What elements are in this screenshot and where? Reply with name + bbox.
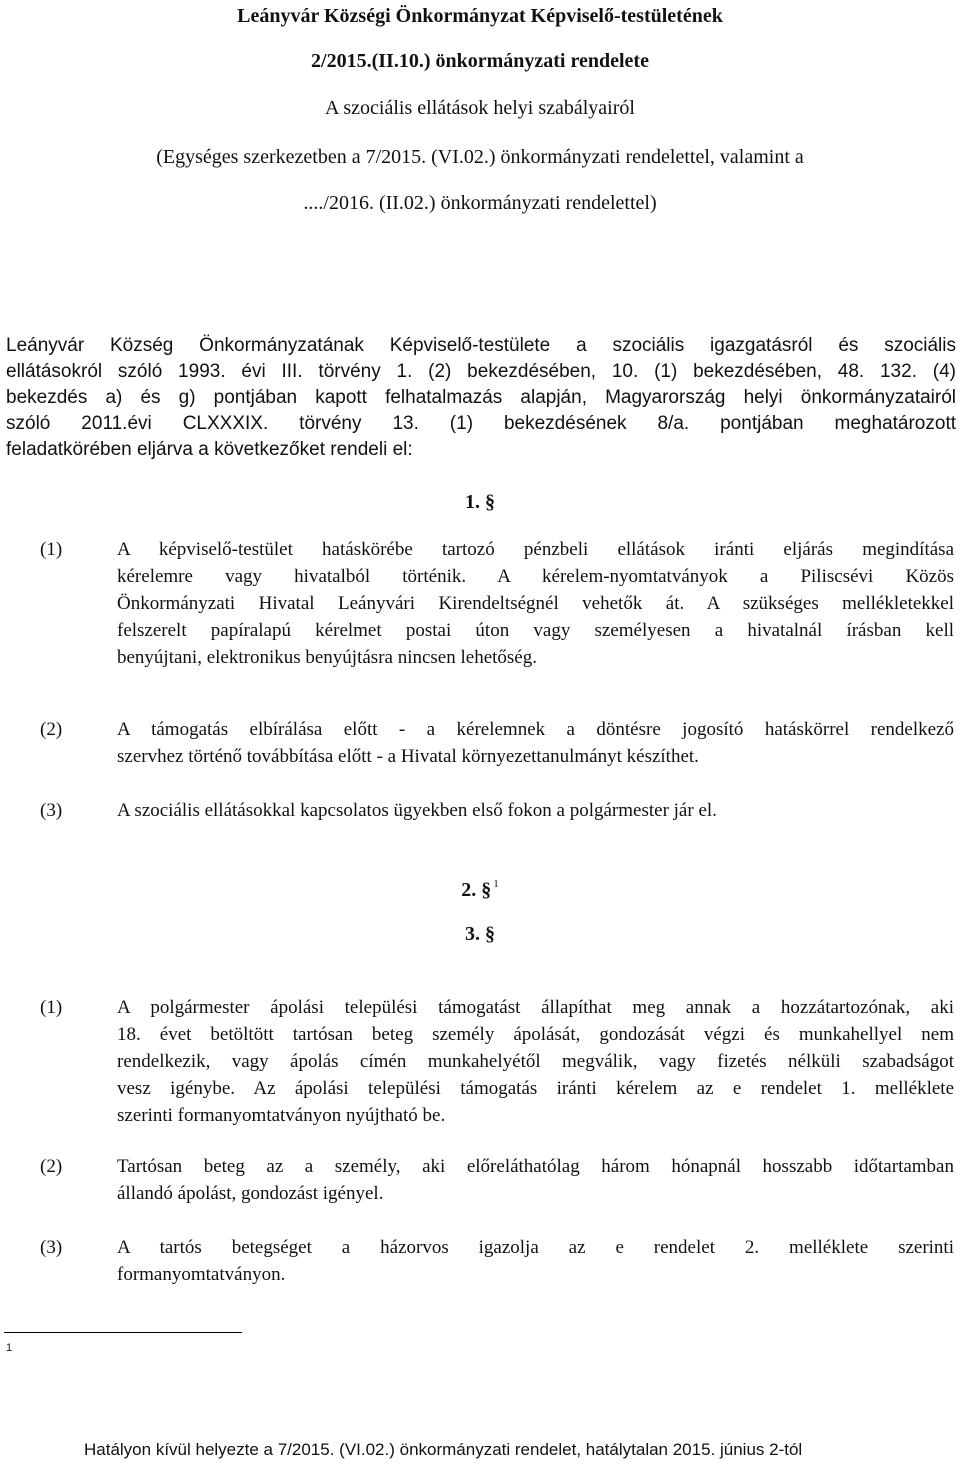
consolidation-note-line1: (Egységes szerkezetben a 7/2015. (VI.02.) önkormányzati rendelettel, valamint a (156, 146, 804, 168)
footnote-marker: 1 (6, 1342, 13, 1354)
section-1-heading: 1. § (465, 491, 495, 513)
preamble-line: szóló 2011.évi CLXXXIX. törvény 13. (1) bekezdésének 8/a. pontjában meghatározott (6, 413, 956, 434)
consolidation-note-line2: ..../2016. (II.02.) önkormányzati rendelettel) (303, 192, 657, 214)
paragraph-line: rendelkezik, vagy ápolás címén munkahelyétől megválik, vagy fizetés nélküli szabadságot (117, 1051, 954, 1072)
decree-subject: A szociális ellátások helyi szabályairól (325, 97, 635, 119)
paragraph-line: A tartós betegséget a házorvos igazolja az e rendelet 2. melléklete szerinti (117, 1237, 954, 1258)
paragraph-number: (1) (40, 539, 63, 560)
section-3-paragraph-3 (117, 1234, 954, 1288)
preamble (6, 333, 956, 463)
paragraph-line: A képviselő-testület hatáskörébe tartozó pénzbeli ellátások iránti eljárás megindítása (117, 539, 954, 560)
paragraph-line: A szociális ellátásokkal kapcsolatos ügyekben első fokon a polgármester jár el. (117, 800, 717, 821)
footnote-separator (4, 1332, 242, 1333)
preamble-line: Leányvár Község Önkormányzatának Képviselő-testülete a szociális igazgatásról és szociális (6, 335, 956, 356)
section-3-paragraph-1 (117, 994, 954, 1129)
paragraph-number: (2) (40, 1156, 63, 1177)
paragraph-line: benyújtani, elektronikus benyújtásra nincsen lehetőség. (117, 647, 537, 668)
paragraph-number: (3) (40, 1237, 63, 1258)
paragraph-line: A támogatás elbírálása előtt - a kérelemnek a döntésre jogosító hatáskörrel rendelkező (117, 719, 954, 740)
footnote-text: Hatályon kívül helyezte a 7/2015. (VI.02.) önkormányzati rendelet, hatálytalan 2015. június 2-tól (84, 1440, 803, 1459)
paragraph-number: (1) (40, 997, 63, 1018)
section-2-heading: 2. § $^1$ (461, 878, 499, 901)
section-3-paragraph-2 (117, 1153, 954, 1207)
paragraph-number: (2) (40, 719, 63, 740)
section-1-paragraph-1 (117, 536, 954, 671)
paragraph-line: szerinti formanyomtatványon nyújtható be. (117, 1105, 446, 1126)
section-1-paragraph-3 (117, 797, 954, 824)
preamble-line: ellátásokról szóló 1993. évi III. törvény 1. (2) bekezdésében, 10. (1) bekezdésében, 48. 132. (4) (6, 361, 956, 382)
paragraph-line: formanyomtatványon. (117, 1264, 286, 1285)
preamble-line: bekezdés a) és g) pontjában kapott felhatalmazás alapján, Magyarország helyi önkormányzatairól (6, 387, 956, 408)
paragraph-line: A polgármester ápolási települési támogatást állapíthat meg annak a hozzátartozónak, aki (117, 997, 954, 1018)
paragraph-line: felszerelt papíralapú kérelmet postai úton vagy személyesen a hivatalnál írásban kell (117, 620, 954, 641)
paragraph-line: vesz igénybe. Az ápolási települési támogatás iránti kérelem az e rendelet 1. melléklete (117, 1078, 954, 1099)
paragraph-line: Tartósan beteg az a személy, aki előreláthatólag három hónapnál hosszabb időtartamban (117, 1156, 954, 1177)
paragraph-line: szervhez történő továbbítása előtt - a Hivatal környezettanulmányt készíthet. (117, 746, 699, 767)
section-3-heading: 3. § (465, 923, 495, 945)
decree-number: 2/2015.(II.10.) önkormányzati rendelete (311, 50, 649, 72)
preamble-line: feladatkörében eljárva a következőket rendeli el: (6, 439, 413, 460)
paragraph-line: 18. évet betöltött tartósan beteg személy ápolását, gondozását végzi és munkahellyel nem (117, 1024, 954, 1045)
document-title: Leányvár Községi Önkormányzat Képviselő-testületének (237, 5, 723, 27)
paragraph-line: kérelemre vagy hivatalból történik. A kérelem-nyomtatványok a Piliscsévi Közös (117, 566, 954, 587)
paragraph-number: (3) (40, 800, 63, 821)
paragraph-line: Önkormányzati Hivatal Leányvári Kirendeltségnél vehetők át. A szükséges mellékletekkel (117, 593, 954, 614)
footnote-reference: 1 (493, 878, 499, 890)
paragraph-line: állandó ápolást, gondozást igényel. (117, 1183, 384, 1204)
section-1-paragraph-2 (117, 716, 954, 770)
